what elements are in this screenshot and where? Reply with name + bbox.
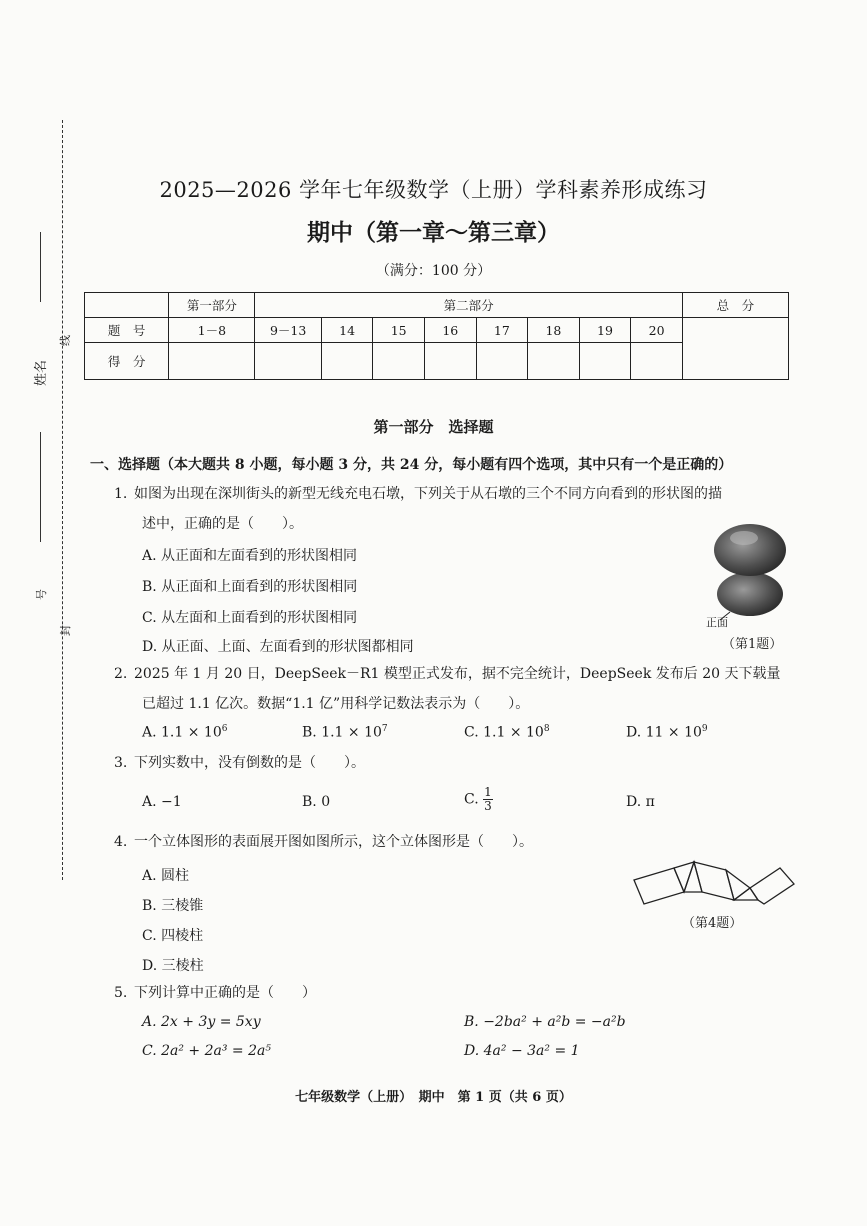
q3-fraction: $\frac{1}{3}$	[484, 785, 492, 813]
q1-line1	[114, 484, 722, 504]
q2-option-a: A. $1.1 \times 10^6$	[142, 724, 228, 741]
table-row-label-score: 得 分	[85, 343, 169, 380]
q3-option-c: C. $\frac{1}{3}$	[464, 785, 492, 813]
q1-text-2: 述中，正确的是（ ）。	[142, 516, 303, 532]
table-row-label-num: 题 号	[85, 318, 169, 343]
table-total: 总 分	[682, 293, 788, 318]
page-footer: 七年级数学（上册） 期中 第 1 页（共 6 页）	[295, 1090, 572, 1105]
q5-option-b: B. −2ba² + a²b = −a²b	[464, 1014, 626, 1030]
q3-option-b: B. 0	[302, 794, 331, 810]
table-col: 18	[528, 318, 580, 343]
q2-option-d: D. $11 \times 10^9$	[626, 724, 708, 741]
q2-option-b: B. $1.1 \times 10^7$	[302, 724, 388, 741]
q2-number: 2.	[114, 666, 128, 682]
q4-option-b: B. 三棱锥	[142, 898, 204, 914]
q5-text: 下列计算中正确的是（ ）	[134, 985, 316, 1001]
q3-option-a: A. −1	[142, 794, 182, 810]
q1-figure-front-label: 正面	[706, 616, 728, 629]
q3-option-d: D. π	[626, 794, 655, 810]
q1-text-1: 如图为出现在深圳街头的新型无线充电石墩，下列关于从石墩的三个不同方向看到的形状图的描	[134, 486, 722, 502]
score-cell[interactable]	[424, 343, 476, 380]
table-col: 15	[373, 318, 425, 343]
q5-option-c: C. 2a² + 2a³ = 2a⁵	[142, 1043, 271, 1059]
q4-option-c: C. 四棱柱	[142, 928, 204, 944]
table-col: 17	[476, 318, 528, 343]
part1-title: 第一部分 选择题	[373, 418, 494, 436]
table-col: 1－8	[169, 318, 255, 343]
q1-caption: （第1题）	[722, 637, 783, 652]
section1-heading: 一、选择题（本大题共 8 小题，每小题 3 分，共 24 分，每小题有四个选项，其中只有一个是正确的）	[90, 457, 733, 473]
margin-label-number: 号	[35, 589, 48, 600]
score-cell[interactable]	[476, 343, 528, 380]
table-col: 16	[424, 318, 476, 343]
score-cell[interactable]	[373, 343, 425, 380]
table-col: 19	[579, 318, 631, 343]
q1-number: 1.	[114, 486, 128, 502]
q2-line1	[114, 664, 780, 684]
exam-subtitle: 期中（第一章～第三章）	[307, 219, 560, 246]
q2-option-c: C. $1.1 \times 10^8$	[464, 724, 550, 741]
q3-text: 下列实数中，没有倒数的是（ ）。	[134, 755, 365, 771]
q4-text: 一个立体图形的表面展开图如图所示，这个立体图形是（ ）。	[134, 834, 533, 850]
table-col: 20	[631, 318, 683, 343]
score-cell[interactable]	[255, 343, 321, 380]
prism-net-figure	[630, 856, 800, 908]
q2-text-2: 已超过 1.1 亿次。数据“1.1 亿”用科学记数法表示为（ ）。	[142, 696, 530, 712]
q2-text-1: 2025 年 1 月 20 日，DeepSeek－R1 模型正式发布，据不完全统计，DeepSeek 发布后 20 天下载量	[134, 666, 781, 682]
q1-option-c: C. 从左面和上面看到的形状图相同	[142, 610, 358, 626]
q5-option-d: D. 4a² − 3a² = 1	[464, 1043, 580, 1059]
q5-number: 5.	[114, 985, 128, 1001]
q4-option-d: D. 三棱柱	[142, 958, 204, 974]
score-cell[interactable]	[321, 343, 373, 380]
q3-line	[114, 753, 365, 773]
score-cell[interactable]	[169, 343, 255, 380]
exam-title: 2025—2026 学年七年级数学（上册）学科素养形成练习	[159, 178, 708, 202]
number-underline	[40, 432, 41, 542]
q5-line	[114, 983, 316, 1003]
q1-option-b: B. 从正面和上面看到的形状图相同	[142, 579, 358, 595]
margin-label-line: 线	[59, 335, 72, 346]
q4-caption: （第4题）	[682, 916, 743, 931]
full-marks: （满分：100 分）	[375, 263, 492, 279]
table-part2: 第二部分	[255, 293, 682, 318]
q3-number: 3.	[114, 755, 128, 771]
q1-option-a: A. 从正面和左面看到的形状图相同	[142, 548, 358, 564]
table-col: 9－13	[255, 318, 321, 343]
q1-option-d: D. 从正面、上面、左面看到的形状图都相同	[142, 639, 414, 655]
score-cell[interactable]	[579, 343, 631, 380]
q4-line	[114, 832, 533, 852]
margin-label-seal: 封	[59, 625, 72, 636]
q4-number: 4.	[114, 834, 128, 850]
q5-option-a: A. 2x + 3y = 5xy	[142, 1014, 261, 1030]
q4-option-a: A. 圆柱	[142, 868, 190, 884]
name-label: 姓名	[34, 359, 49, 386]
table-part1: 第一部分	[169, 293, 255, 318]
total-score-cell[interactable]	[682, 318, 788, 380]
score-cell[interactable]	[631, 343, 683, 380]
table-col: 14	[321, 318, 373, 343]
score-table	[84, 292, 789, 380]
score-cell[interactable]	[528, 343, 580, 380]
